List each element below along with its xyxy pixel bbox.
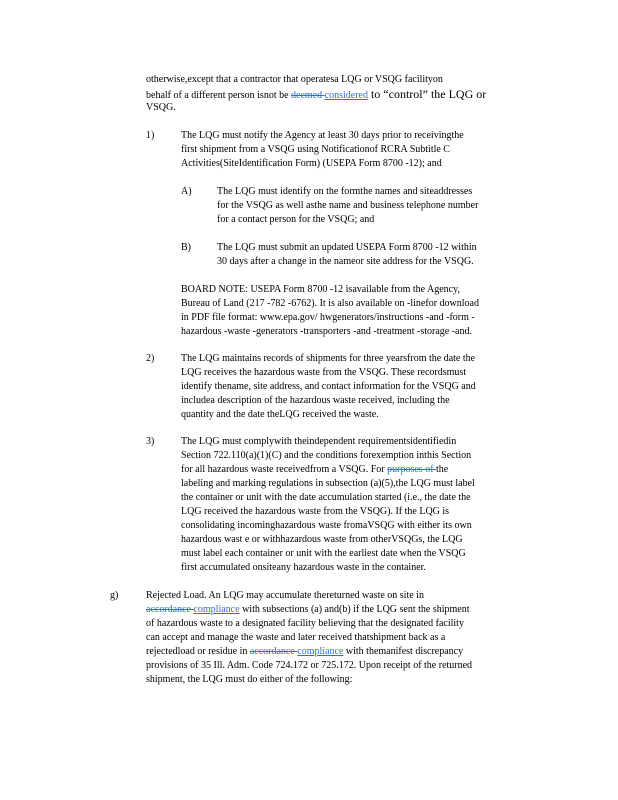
deleted-text: purposes of <box>387 464 437 475</box>
item-g-line-3: of hazardous waste to a designated facility believing that the designated facility <box>146 618 464 629</box>
item-1a-line-3: for a contact person for the VSQG; and <box>217 214 375 225</box>
intro-line-2-text: behalf of a different person isnot be <box>146 90 292 101</box>
item-1-line-2: first shipment from a VSQG using Notificationof RCRA Subtitle C <box>181 144 450 155</box>
item-g-line-2 <box>146 604 470 616</box>
item-g-line-4: can accept and manage the waste and later received thatshipment back as a <box>146 632 446 643</box>
item-3-line-8: hazardous wast e or withhazardous waste from otherVSQGs, the LQG <box>181 534 463 545</box>
intro-line-2 <box>146 88 486 102</box>
intro-line-1: otherwise,except that a contractor that operatesa LQG or VSQG facilityon <box>146 74 443 85</box>
item-g-line-5-text: rejectedload or residue in <box>146 646 250 657</box>
item-3-line-3-tail: the <box>436 464 449 475</box>
intro-line-3: VSQG. <box>146 102 176 113</box>
item-2-line-2: LQG receives the hazardous waste from the VSQG. These recordsmust <box>181 367 467 378</box>
item-1a-line-2: for the VSQG as well asthe name and business telephone number <box>217 200 479 211</box>
item-1-line-1: The LQG must notify the Agency at least 30 days prior to receivingthe <box>181 130 464 141</box>
item-3-number: 3) <box>146 436 155 447</box>
item-3-line-3 <box>181 464 448 476</box>
item-1-line-3: Activities(SiteIdentification Form) (USEPA Form 8700 -12); and <box>181 158 442 169</box>
item-3-line-10: first accumulated onsiteany hazardous waste in the container. <box>181 562 426 573</box>
item-2-line-5: quantity and the date theLQG received the waste. <box>181 409 379 420</box>
deleted-text: accordance <box>249 646 298 657</box>
item-2-line-4: includea description of the hazardous waste received, including the <box>181 395 450 406</box>
item-3-line-7: consolidating incominghazardous waste fromaVSQG with either its own <box>181 520 472 531</box>
item-1a-label: A) <box>181 186 192 197</box>
item-3-line-2: Section 722.110(a)(1)(C) and the conditions forexemption inthis Section <box>181 450 472 461</box>
item-g-line-5 <box>146 646 463 658</box>
item-g-line-2-tail: with subsections (a) and(b) if the LQG sent the shipment <box>239 604 470 615</box>
deleted-text: accordance <box>146 604 194 615</box>
item-1a-line-1: The LQG must identify on the formthe names and siteaddresses <box>217 186 473 197</box>
item-2-line-1: The LQG maintains records of shipments for three yearsfrom the date the <box>181 353 476 364</box>
deleted-text: deemed <box>291 90 325 101</box>
intro-line-2-tail: to “control” the LQG or <box>367 87 487 101</box>
item-3-line-1: The LQG must complywith theindependent requirementsidentifiedin <box>181 436 457 447</box>
item-1b-label: B) <box>181 242 191 253</box>
board-note-line-3: in PDF file format: www.epa.gov/ hwgenerators/instructions -and -form - <box>181 312 475 323</box>
item-1b-line-1: The LQG must submit an updated USEPA Form 8700 -12 within <box>217 242 477 253</box>
inserted-text: compliance <box>193 604 240 615</box>
item-g-label: g) <box>110 590 119 601</box>
inserted-text: compliance <box>297 646 344 657</box>
item-3-line-4: labeling and marking regulations in subsection (a)(5),the LQG must label <box>181 478 475 489</box>
item-3-line-5: the container or unit with the date accumulation started (i.e., the date the <box>181 492 471 503</box>
inserted-text: considered <box>324 90 368 101</box>
board-note-line-1: BOARD NOTE: USEPA Form 8700 -12 isavailable from the Agency, <box>181 284 460 295</box>
board-note-line-4: hazardous -waste -generators -transporters -and -treatment -storage -and. <box>181 326 472 337</box>
item-1b-line-2: 30 days after a change in the nameor site address for the VSQG. <box>217 256 474 267</box>
item-2-line-3: identify thename, site address, and contact information for the VSQG and <box>181 381 476 392</box>
item-g-line-1: Rejected Load. An LQG may accumulate thereturned waste on site in <box>146 590 424 601</box>
item-2-number: 2) <box>146 353 155 364</box>
item-g-line-7: shipment, the LQG must do either of the following: <box>146 674 353 685</box>
item-3-line-9: must label each container or unit with the earliest date when the VSQG <box>181 548 466 559</box>
item-g-line-6: provisions of 35 Ill. Adm. Code 724.172 or 725.172. Upon receipt of the returned <box>146 660 473 671</box>
item-g-line-5-tail: with themanifest discrepancy <box>343 646 464 657</box>
item-3-line-6: LQG received the hazardous waste from the VSQG). If the LQG is <box>181 506 450 517</box>
board-note-line-2: Bureau of Land (217 -782 -6762). It is also available on -linefor download <box>181 298 479 309</box>
item-1-number: 1) <box>146 130 155 141</box>
item-3-line-3-text: for all hazardous waste receivedfrom a VSQG. For <box>181 464 388 475</box>
